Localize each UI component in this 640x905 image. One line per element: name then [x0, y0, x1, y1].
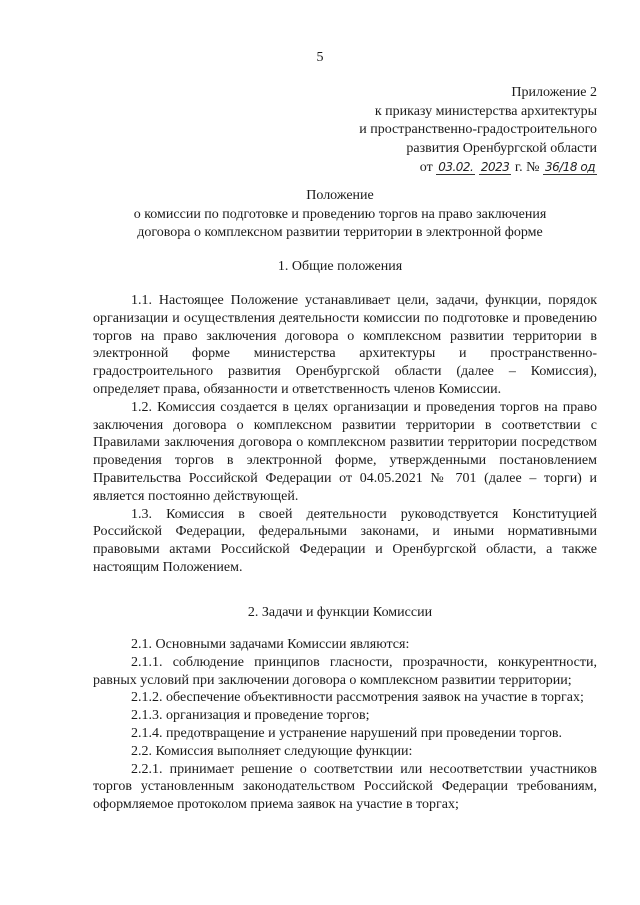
paragraph: 2.2.1. принимает решение о соответствии или несоответствии участников торгов установленным законодательством Российской Федерации требованиям, оформляемое протоколом приема заявок на участие в торгах; — [93, 761, 597, 813]
page-number: 5 — [316, 50, 324, 65]
paragraph: 2.2. Комиссия выполняет следующие функции: — [131, 743, 413, 759]
title-line: договора о комплексном развитии территории в электронной форме — [137, 225, 543, 240]
section-body — [93, 292, 597, 577]
section-body — [93, 636, 597, 814]
handwritten-date: 03.02. — [438, 160, 474, 174]
appendix-date-line — [307, 158, 597, 178]
date-prefix: от — [419, 160, 433, 175]
paragraph: 1.3. Комиссия в своей деятельности руководствуется Конституцией Российской Федерации, федеральными законами, и иными нормативными правовыми актами Российской Федерации и Оренбургской области, а также настоящим Положением. — [93, 506, 597, 575]
paragraph: 2.1.2. обеспечение объективности рассмотрения заявок на участие в торгах; — [131, 690, 584, 706]
appendix-order-line: к приказу министерства архитектуры — [374, 103, 597, 119]
appendix-order-line: и пространственно-градостроительного — [359, 122, 597, 137]
document-title — [60, 187, 620, 243]
section-heading: 2. Задачи и функции Комиссии — [247, 605, 433, 620]
paragraph: 2.1.1. соблюдение принципов гласности, прозрачности, конкурентности, равных условий при заключении договора о комплексном развитии территории; — [93, 654, 597, 688]
paragraph: 1.1. Настоящее Положение устанавливает цели, задачи, функции, порядок организации и осуществления деятельности комиссии по подготовке и проведению торгов на право заключения договора о комплексном развитии территории в электронной форме министерства архитектуры и пространственно-градостроительного развития Оренбургской области (далее – Комиссия), определяет права, обязанности и ответственность членов Комиссии. — [93, 293, 597, 397]
title-line: о комиссии по подготовке и проведению торгов на право заключения — [133, 206, 547, 222]
year-suffix: г. № — [514, 160, 540, 175]
section-heading: 1. Общие положения — [277, 259, 403, 274]
paragraph: 1.2. Комиссия создается в целях организации и проведения торгов на право заключения договора о комплексном развитии территории в соответствии с Правилами заключения договора о комплексном развитии территории посредством проведения торгов в электронной форме, утвержденными постановлением Правительства Российской Федерации от 04.05.2021 № 701 (далее – торги) и является постоянно действующей. — [93, 399, 597, 504]
appendix-header — [307, 84, 597, 178]
paragraph: 2.1. Основными задачами Комиссии являются: — [131, 637, 410, 652]
paragraph: 2.1.3. организация и проведение торгов; — [131, 708, 370, 724]
paragraph: 2.1.4. предотвращение и устранение нарушений при проведении торгов. — [131, 725, 562, 741]
handwritten-order-number: 36/18 од — [544, 160, 595, 174]
appendix-order-line: развития Оренбургской области — [406, 140, 597, 156]
handwritten-year: 2023 — [480, 160, 510, 174]
appendix-title: Приложение 2 — [511, 85, 597, 100]
title-line: Положение — [306, 188, 374, 203]
